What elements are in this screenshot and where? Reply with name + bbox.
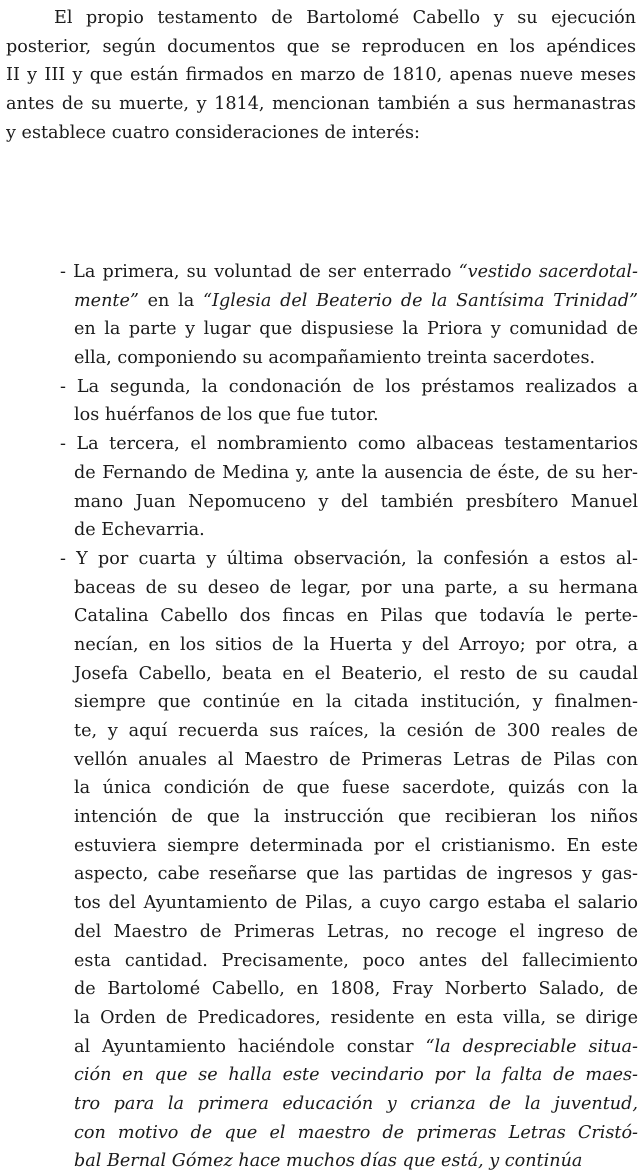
text-run: - Y por cuarta y última observación, la confesión a estos al- [60, 548, 638, 569]
quoted-text: tro para la primera educación y crianza de la juventud, [74, 1093, 638, 1114]
list-item [60, 430, 638, 545]
text-run: la Orden de Predicadores, residente en esta villa, se dirige [74, 1007, 638, 1028]
text-line [60, 602, 638, 631]
text-line [60, 832, 638, 861]
text-line [60, 660, 638, 689]
text-run: al Ayuntamiento haciéndole constar [74, 1036, 426, 1057]
text-line [60, 1004, 638, 1033]
list-item [60, 545, 638, 1176]
text-run: necían, en los sitios de la Huerta y del Arroyo; por otra, a [74, 634, 638, 655]
text-line: antes de su muerte, y 1814, mencionan también a sus hermanastras [6, 94, 636, 115]
text-run: mano Juan Nepomuceno y del también presbítero Manuel [74, 491, 638, 512]
text-line [60, 401, 638, 430]
text-line [60, 889, 638, 918]
text-line: y establece cuatro consideraciones de interés: [6, 122, 420, 143]
text-line [60, 574, 638, 603]
quoted-text: con motivo de que el maestro de primeras Letras Cristó- [74, 1122, 638, 1143]
text-run: - La segunda, la condonación de los préstamos realizados a [60, 376, 638, 397]
quoted-text: “la despreciable situa- [425, 1036, 638, 1057]
text-line [60, 1061, 638, 1090]
text-line [60, 430, 638, 459]
text-run: tos del Ayuntamiento de Pilas, a cuyo cargo estaba el salario [74, 893, 638, 914]
text-run: los huérfanos de los que fue tutor. [74, 405, 379, 426]
text-line [60, 717, 638, 746]
text-line [60, 258, 638, 287]
list-item [60, 258, 638, 373]
text-line [60, 688, 638, 717]
list-item [60, 373, 638, 430]
text-line [60, 488, 638, 517]
text-run: siempre que continúe en la citada institución, y finalmen- [74, 692, 638, 713]
text-line [60, 1033, 638, 1062]
text-line [60, 315, 638, 344]
text-line: posterior, según documentos que se reproducen en los apéndices [6, 36, 636, 57]
text-line [60, 918, 638, 947]
text-line [60, 373, 638, 402]
text-run: de Bartolomé Cabello, en 1808, Fray Norberto Salado, de [74, 979, 638, 1000]
text-run: te, y aquí recuerda sus raíces, la cesión de 300 reales de [74, 721, 638, 741]
considerations-list [60, 258, 638, 1176]
text-line [60, 287, 638, 316]
quoted-text: mente” [74, 290, 139, 311]
text-run: aspecto, cabe reseñarse que las partidas de ingresos y gas- [74, 864, 638, 885]
text-run: baceas de su deseo de legar, por una parte, a su hermana [74, 577, 638, 598]
text-line [60, 803, 638, 832]
text-line [60, 459, 638, 488]
quoted-text: bal Bernal Gómez hace muchos días que está, y continúa [74, 1151, 583, 1172]
text-run: - La primera, su voluntad de ser enterrado [60, 262, 459, 282]
text-line [60, 947, 638, 976]
text-line [60, 344, 638, 373]
quoted-text: “vestido sacerdotal- [458, 262, 638, 282]
text-run: Catalina Cabello dos fincas en Pilas que todavía le perte- [74, 606, 638, 627]
text-line [60, 1147, 638, 1176]
quoted-text: “Iglesia del Beaterio de la Santísima Trinidad” [203, 290, 638, 311]
text-line: II y III y que están firmados en marzo de 1810, apenas nueve meses [6, 65, 636, 86]
text-line [60, 545, 638, 574]
text-run: ella, componiendo su acompañamiento treinta sacerdotes. [74, 348, 596, 369]
text-run: de Echevarria. [74, 520, 205, 541]
text-line [60, 774, 638, 803]
text-run: en la parte y lugar que dispusiese la Priora y comunidad de [74, 319, 638, 340]
text-run: estuviera siempre determinada por el cristianismo. En este [74, 835, 638, 856]
text-run: del Maestro de Primeras Letras, no recoge el ingreso de [74, 921, 638, 942]
text-line [60, 975, 638, 1004]
text-line [60, 516, 638, 545]
text-line [60, 1119, 638, 1148]
text-line [60, 860, 638, 889]
text-run: esta cantidad. Precisamente, poco antes del fallecimiento [74, 950, 638, 971]
text-run: intención de que la instrucción que recibieran los niños [74, 807, 638, 828]
quoted-text: ción en que se halla este vecindario por la falta de maes- [74, 1065, 638, 1086]
text-line [60, 631, 638, 660]
text-run: Josefa Cabello, beata en el Beaterio, el resto de su caudal [74, 663, 638, 684]
text-run: la única condición de que fuese sacerdote, quizás con la [74, 778, 638, 799]
text-run: en la [138, 290, 203, 311]
text-line [60, 1090, 638, 1119]
text-line: El propio testamento de Bartolomé Cabello y su ejecución [54, 8, 636, 28]
text-line [60, 746, 638, 775]
intro-paragraph [6, 4, 636, 147]
text-run: de Fernando de Medina y, ante la ausencia de éste, de su her- [74, 462, 638, 483]
text-run: - La tercera, el nombramiento como albaceas testamentarios [60, 434, 638, 455]
text-run: vellón anuales al Maestro de Primeras Letras de Pilas con [74, 749, 638, 770]
